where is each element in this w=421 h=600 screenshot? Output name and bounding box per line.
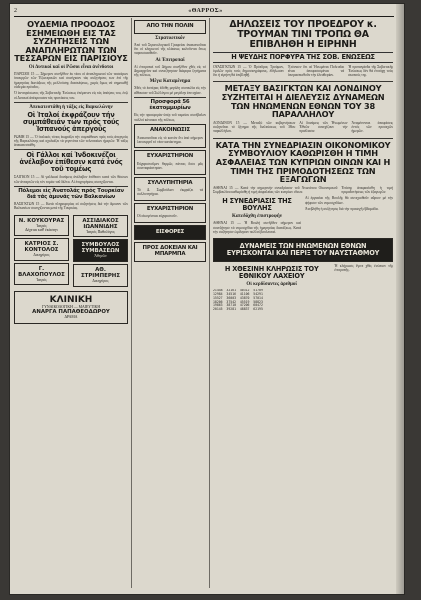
clinic-name: ΑΝΑΡΓΑ ΠΑΠΑΘΕΟΔΩΡΟΥ [32, 309, 110, 316]
lead-body: ΠΑΡΙΣΙΟΙ 15 — Σήμερον συνῆλθον ἐκ νέου οἱ ἀναπληρωταί τῶν τεσσάρων ὑπουργῶν τῶν Ἐξωτερικῶν καί συνέχισαν τάς συζητήσεις των ἐπί τῆς ἡμερησίας διατάξεως τῆς μελλούσης διασκέψεως, χωρίς ὅμως νά σημειωθῇ οὐδεμία πρόοδος. [14, 72, 128, 89]
lottery-col [213, 264, 330, 312]
city-item: Αἱ Ἐπιτροπαί [155, 57, 185, 63]
economy-headline: ΚΑΤΑ ΤΗΝ ΣΥΝΕΔΡΙΑΣΙΝ ΟΙΚΟΝΟΜΙΚΟΥ ΣΥΜΒΟΥΛΙΟΥ ΚΑΘΩΡΙΣΘΗ Η ΤΙΜΗ ΑΣΦΑΛΕΙΑΣ ΤΩΝ ΚΥΠΡΙΩΝ ΟΙΝΩΝ ΚΑΙ Η ΤΙΜΗ ΤΗΣ ΠΡΙΜΟΔΟΤΗΣΕΩΣ ΤΩΝ ΕΞΑΓΩΓΩΝ [215, 139, 391, 185]
lottery-side-body: Ἡ κλήρωσις ἔγινε χθές ἐνώπιον τῆς ἐπιτροπῆς. [334, 263, 393, 273]
lottery-subhead: Οἱ κερδίσαντες ἀριθμοί [246, 281, 297, 287]
contributions-box [134, 225, 206, 241]
lottery-headline: Η ΧΘΕΣΙΝΗ ΚΛΗΡΩΣΙΣ ΤΟΥ ΕΘΝΙΚΟΥ ΛΑΧΕΙΟΥ [224, 264, 319, 280]
body-col: Ἀναμένονται ἀποφάσεις ἐντός τῶν προσεχῶν ἡμερῶν. [351, 120, 393, 134]
lottery-side [334, 264, 393, 312]
story2-body: ΡΩΜΗ 15 — Ὁ ἰταλικός τύπος ἐκφράζει τήν συμπάθειαν πρός τούς ἀπεργούς τῆς Βαρκελώνης καί σχολιάζει τά γεγονότα τῶν τελευταίων ἡμερῶν. Ἡ τάξις ἀπεκατεστάθη. [14, 134, 128, 148]
divider [14, 186, 128, 187]
divider [134, 97, 206, 98]
ad-title: ΣΥΜΒΟΥΛΟΣ ΣΥΜΒΑΣΕΩΝ [81, 242, 120, 255]
city-news-title: ΑΠΟ ΤΗΝ ΠΟΛΙΝ [146, 23, 194, 29]
misc-body: Αἱ ἐργασίαι τῆς Βουλῆς θά συνεχισθοῦν αὔριον μέ τήν ψήφισιν τῶν νομοσχεδίων. [305, 196, 393, 205]
ad-title: Γ. ΒΛΑΧΟΠΟΥΛΟΣ [18, 265, 65, 278]
body-col: Ἡ προπαγάνδα τῆς Σοβιετικῆς Ἑνώσεως δέν θά ἐπιτύχῃ τούς σκοπούς της. [348, 64, 393, 78]
ad-line: Ἰατρός Παθολόγος [86, 229, 115, 234]
newspaper-page [10, 4, 404, 594]
condolence-title: ΣΥΛΛΥΠΗΤΗΡΙΑ [147, 179, 193, 186]
page-number: 2 [14, 8, 17, 14]
page-fold-shadow [396, 4, 404, 594]
clinic-title: ΚΛΙΝΙΚΗ [49, 294, 93, 305]
column-middle [134, 18, 206, 590]
ad-title: ΑΘ. ΣΤΡΙΜΠΕΡΗΣ [80, 266, 121, 279]
thanks-body: Οἱ οἰκογένειαι εὐχαριστοῦν. [137, 214, 178, 219]
korea-headline: ΜΕΤΑΞΥ ΒΑΣΙΓΚΤΩΝ ΚΑΙ ΛΟΝΔΙΝΟΥ ΣΥΖΗΤΕΙΤΑΙ Η ΔΙΕΛΕΥΣΙΣ ΔΥΝΑΜΕΩΝ ΤΩΝ ΗΝΩΜΕΝΩΝ ΕΘΝΩΝ ΤΟΥ 38 ΠΑΡΑΛΛΗΛΟΥ [221, 83, 385, 120]
ad-line: Ἰατρός [36, 277, 47, 282]
column-right [213, 18, 393, 590]
gratitude-box [134, 150, 206, 174]
contributions-title: ΕΙΣΦΟΡΕΣ [155, 228, 185, 235]
gratitude-title: ΕΥΧΑΡΙΣΤΗΡΙΟΝ [146, 153, 194, 160]
story2-kicker: Ἀπεκατεστάθη ἡ τάξις εἰς Βαρκελώνην [29, 104, 113, 110]
ad-box [73, 215, 128, 238]
misc-body: Ἀνεβλήθη ἡ συζήτησις διά τήν προσεχῆ ἑβδομάδα. [305, 207, 379, 211]
paper-title: «ΘΑΡΡΟΣ» [188, 8, 223, 14]
city-item: Στρατιωτικόν [155, 35, 185, 41]
story3-body: ΣΑΙΓΚΟΝ 15 — Αἱ γαλλικαί δυνάμεις ἀνέλαβον ἐπίθεσιν κατά τῶν θέσεων τῶν ἀνταρτῶν εἰς τόν τομέα τοῦ δέλτα. Αἱ ἐπιχειρήσεις συνεχίζονται. [14, 175, 128, 184]
ads-grid [14, 213, 128, 289]
body-col: ΑΘΗΝΑΙ 15 — Κατά τήν σημερινήν συνεδρίασιν τοῦ Ἀνωτάτου Οἰκονομικοῦ Συμβουλίου καθωρίσθη ἡ τιμή ἀσφαλείας τῶν κυπρίων οἴνων. [213, 185, 338, 195]
column-rule [131, 18, 132, 588]
divider [14, 149, 128, 150]
misc-col [305, 196, 393, 236]
city-item-body: Αἱ ἐπιτροπαί τοῦ Δήμου συνῆλθον χθές εἰς τό Δημαρχεῖον καί συνεζήτησαν διάφορα ζητήματα τῆς πόλεως. [134, 64, 206, 78]
masthead [14, 6, 394, 17]
body-col: Αἱ δυνάμεις τῶν Ἡνωμένων Ἐθνῶν συνεχίζουν τήν προέλασιν. [299, 120, 348, 134]
economy-body [213, 186, 393, 197]
un-forces-box [213, 238, 393, 262]
clinic-line: ΓΥΝΑΙΚΟΛΟΓΙΚΗ — ΜΑΙΕΥΤΙΚΗ [41, 304, 101, 309]
ad-line: Δικηγόρος [33, 252, 50, 257]
ad-line: Δέχεται καθ' ἑκάστην [25, 228, 58, 233]
ad-box [14, 238, 69, 261]
parliament-body: ΑΘΗΝΑΙ 15 — Ἡ Βουλή συνῆλθεν σήμερον καί συνεζήτησε τά νομοσχέδια τῆς ἡμερησίας διατάξεως. Κατά τήν συζήτησιν ὡμίλησαν πολλοί βουλευταί. [213, 221, 301, 234]
un-forces-headline: ΔΥΝΑΜΕΙΣ ΤΩΝ ΗΝΩΜΕΝΩΝ ΕΘΝΩΝ ΕΥΡΙΣΚΟΝΤΑΙ ΚΑΙ ΠΕΡΙΞ ΤΟΥ ΝΑΥΣΤΑΘΜΟΥ [226, 242, 380, 258]
column-left [14, 18, 128, 590]
thanks-box [134, 203, 206, 223]
gratitude-body: Εὐχαριστοῦμεν θερμῶς πάντας ὅσοι μᾶς συνεπαράστησαν. [137, 161, 203, 171]
ad-box-inverted [73, 239, 128, 262]
lead-body-2: Ὁ ἀντιπρόσωπος τῆς Σοβιετικῆς Ἑνώσεως ἐπέμεινεν εἰς τάς ἀπόψεις του, ἐνῷ οἱ Δυτικοί ἀπέκρουσαν τάς προτάσεις του. [14, 91, 128, 100]
body-col: ΟΥΑΣΙΓΚΤΩΝ 15 — Ὁ Πρόεδρος Τρούμαν, ὁμιλῶν πρός τούς δημοσιογράφους, ἐδήλωσεν ὅτι ἡ εἰρήνη θά ἐπιβληθῇ. [213, 64, 284, 78]
clinic-ad [14, 291, 128, 324]
ad-box [14, 215, 69, 236]
mid-body: Εἰς τήν προσφοράν ὑπέρ τοῦ ταμείου συνέβαλον πολλοί κάτοικοι τῆς πόλεως. [134, 113, 206, 122]
city-item-body: Χθές τό ἑσπέρας ἐδόθη μεγάλη συναυλία εἰς τήν αἴθουσαν τοῦ Συλλόγου μέ μεγάλην ἐπιτυχίαν. [134, 86, 206, 95]
notice-title: ΠΡΟΣ ΔΟΚΕΙΑΝ ΚΑΙ ΜΠΑΡΜΠΑ [142, 245, 198, 258]
parliament-headline: Η ΣΥΝΕΔΡΙΑΣΙΣ ΤΗΣ ΒΟΥΛΗΣ [222, 197, 292, 213]
lead-subhead: Οἱ Δυτικοί καί οἱ Ρῶσοι εἶναι ἀνένδοτοι [28, 65, 114, 71]
ad-title: Ν. ΚΟΥΚΟΥΡΑΣ [18, 217, 65, 224]
ad-line: Ἀθηνῶν [94, 254, 107, 259]
divider [213, 138, 393, 139]
city-item: Μέγα Καταμένημα [149, 79, 191, 85]
story4-headline: Πόλεμοι εἰς Ἀνατολάς πρός Τουρκίαν διά τάς ἀμυνάς τῶν Βαλκανίων [18, 187, 124, 200]
ad-title: ΚΑΤΡΙΟΣ Σ. ΚΟΝΤΟΛΟΣ [24, 240, 59, 253]
story4-body: ΒΑΣΙΓΚΤΩΝ 15 — Κατά πληροφορίας αἱ συζητήσεις διά τήν ἄμυναν τῶν Βαλκανίων συνεχίζονται μετά τῆς Τουρκίας. [14, 202, 128, 211]
story2-headline: Οἱ Ἰταλοί ἐκφράζουν τήν συμπάθειάν των πρός τούς Ἰσπανούς ἀπεργούς [23, 110, 119, 133]
lottery-area [213, 264, 393, 312]
korea-body [213, 121, 393, 136]
parliament-col [213, 196, 301, 236]
city-news-box [134, 20, 206, 34]
clinic-city: ΔΡΑΜΑ [64, 315, 78, 320]
announcement-box [134, 124, 206, 148]
ad-line: Ἰατρός [36, 223, 47, 228]
notice-box [134, 242, 206, 261]
body-col: ΛΟΝΔΙΝΟΝ 15 — Μεταξύ τῶν κυβερνήσεων συζητεῖται τό ζήτημα τῆς διελεύσεως τοῦ 38ου παραλλήλου. [213, 120, 296, 134]
ad-box [14, 263, 69, 286]
condolence-box [134, 177, 206, 201]
mid-title: Προσφορά 56 ἐκατομμυρίων [149, 99, 191, 111]
truman-body [213, 65, 393, 80]
body-col: Ἐπίσης ἀπεφασίσθη ἡ τιμή πριμοδοτήσεως τῶν ἐξαγωγῶν. [341, 185, 393, 195]
announcement-body: Ἀνακοινοῦται εἰς τό κοινόν ὅτι ἀπό σήμερον λειτουργεῖ τό νέον κατάστημα. [137, 135, 203, 144]
announcement-title: ΑΝΑΚΟΙΝΩΣΙΣ [150, 126, 190, 133]
column-rule [209, 18, 210, 588]
condolence-body: Τό Δ. Συμβούλιον ἐκφράζει τά συλλυπητήρια. [137, 188, 203, 197]
truman-subheadline: Η ΨΕΥΔΗΣ ΠΟΡΦΥΡΑ ΤΗΣ ΣΟΒ. ΕΝΩΣΕΩΣ [213, 52, 393, 63]
ad-box [73, 264, 128, 287]
divider [213, 81, 393, 82]
divider [14, 102, 128, 103]
ad-line: Δικηγόρος [92, 278, 109, 283]
ads-col-a [14, 213, 69, 289]
ads-col-b [73, 213, 128, 289]
truman-headline: ΔΗΛΩΣΕΙΣ ΤΟΥ ΠΡΟΕΔΡΟΥ κ. ΤΡΟΥΜΑΝ ΤΙΝΙ ΤΡΟΠΩ ΘΑ ΕΠΙΒΛΗΘΗ Η ΕΙΡΗΝΗ [229, 19, 377, 50]
lower-right [213, 196, 393, 236]
story3-headline: Οἱ Γάλλοι καί Ἰνδοκινέζοι ἀνέλαβον ἐπίθεσιν κατά ἑνός τοῦ τομέως [19, 151, 123, 174]
city-item-body: Ἀπό τοῦ Στρατολογικοῦ Γραφείου ἀνακοινοῦται ὅτι οἱ κληρωτοί τῆς κλάσεως καλοῦνται ὅπως παρουσιασθοῦν. [134, 42, 206, 56]
body-col: Ἐτόνισεν ὅτι αἱ Ἡνωμέναι Πολιτεῖαι εἶναι ἀποφασισμέναι νά ὑπερασπισθοῦν τήν ἐλευθερίαν. [287, 64, 345, 78]
lottery-table: 21448 32161 40312 51709 12984 34516 41106 54291 15527 36003 43870 57014 18206 37542 45519 58823 19863 38710 47206 60472 20145 39281 48837 62195 [213, 288, 263, 312]
parliament-subhead: Κατεδόχθη ἐπιστροφήν [232, 214, 282, 220]
ad-title: ΑΣΣΙΔΙΑΚΟΣ ΙΩΑΝΝΙΔΗΣ [82, 217, 119, 230]
lead-headline: ΟΥΔΕΜΙΑ ΠΡΟΟΔΟΣ ΕΣΗΜΕΙΩΘΗ ΕΙΣ ΤΑΣ ΣΥΖΗΤΗΣΕΙΣ ΤΩΝ ΑΝΑΠΛΗΡΩΤΩΝ ΤΩΝ ΤΕΣΣΑΡΩΝ ΕΙΣ ΠΑΡΙΣΙΟΥΣ [14, 19, 128, 64]
thanks-title: ΕΥΧΑΡΙΣΤΗΡΙΟΝ [146, 205, 194, 212]
